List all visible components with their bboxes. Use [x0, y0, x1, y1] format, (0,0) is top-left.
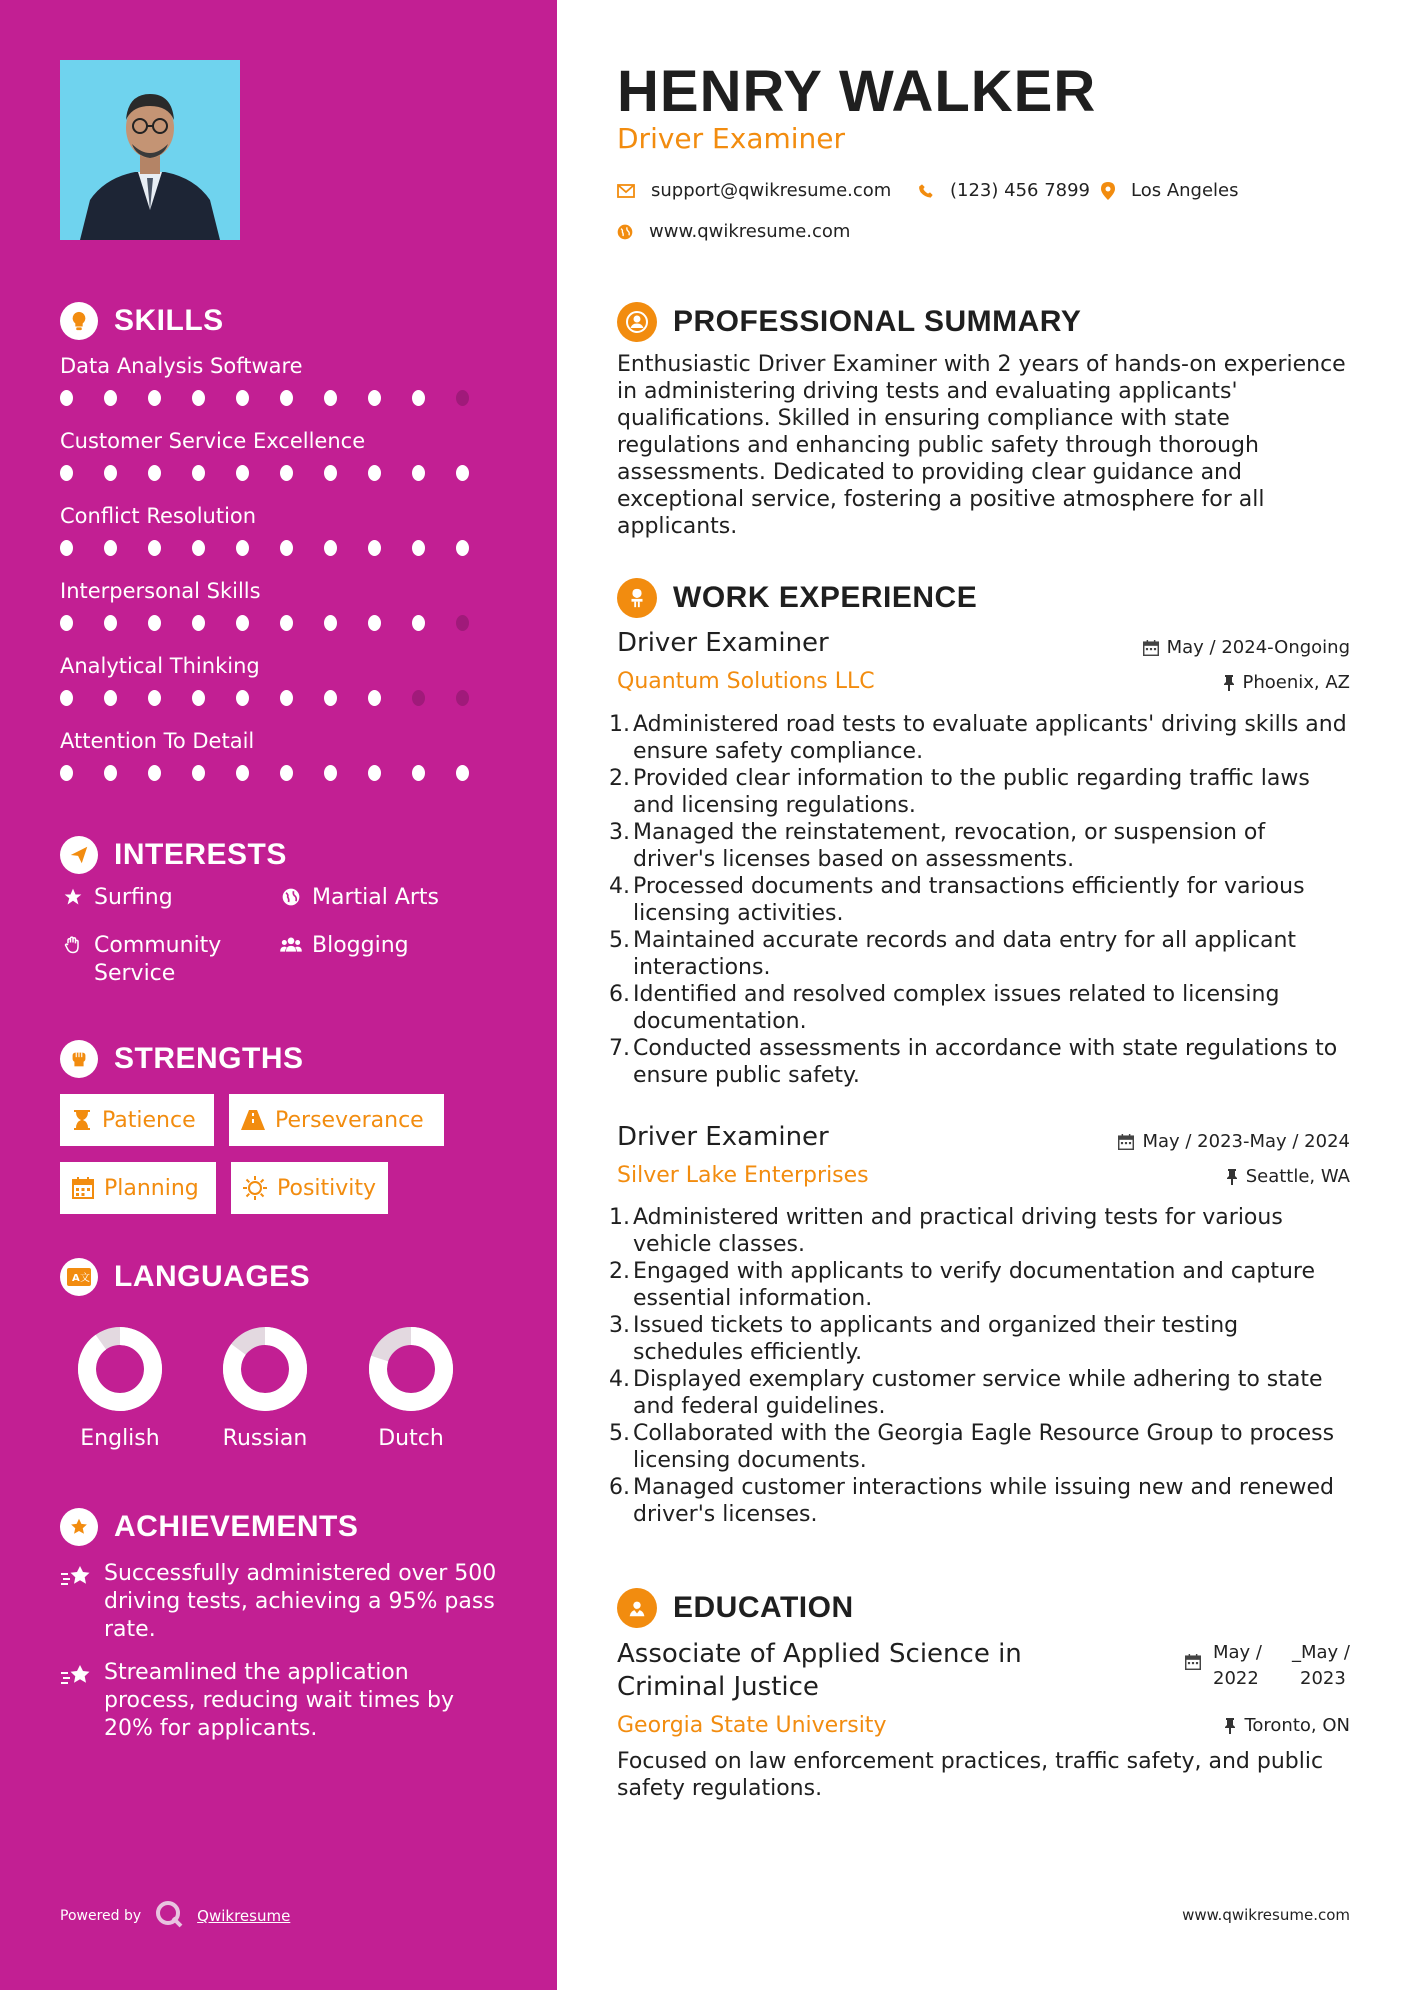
language-donut: [368, 1326, 454, 1412]
language-item: [60, 1326, 180, 1451]
list-text: Issued tickets to applicants and organized their testing schedules efficiently.: [633, 1313, 1239, 1365]
users-icon: [278, 932, 304, 955]
list-item: [609, 1035, 1350, 1089]
rating-dot: [456, 615, 469, 631]
rating-dot: [104, 540, 117, 556]
list-item: [609, 981, 1350, 1035]
list-item: [609, 765, 1350, 819]
location-text: Los Angeles: [1131, 180, 1239, 201]
rating-dot: [60, 690, 73, 706]
list-item: [609, 819, 1350, 873]
list-text: Administered road tests to evaluate applicants' driving skills and ensure safety compliance.: [633, 712, 1347, 764]
list-number: 3.: [609, 820, 630, 845]
job-dates: [1143, 637, 1350, 658]
language-donut: [77, 1326, 163, 1412]
rating-dot: [412, 390, 425, 406]
interest-label: Community Service: [94, 933, 222, 986]
calendar-icon: [72, 1177, 94, 1199]
achievement-item: [60, 1659, 500, 1743]
rating-dot: [280, 390, 293, 406]
rating-dot: [412, 690, 425, 706]
medal-star-icon: [60, 1508, 98, 1546]
list-item: [609, 1366, 1350, 1420]
interest-label: Surfing: [94, 885, 173, 910]
list-text: Maintained accurate records and data entry for all applicant interactions.: [633, 928, 1297, 980]
job-title: Driver Examiner: [617, 1122, 829, 1152]
rating-dot: [324, 540, 337, 556]
skill-item: [60, 729, 500, 781]
list-text: Displayed exemplary customer service while adhering to state and federal guidelines.: [633, 1367, 1323, 1419]
list-number: 6.: [609, 1475, 630, 1500]
list-text: Conducted assessments in accordance with state regulations to ensure public safety.: [633, 1036, 1338, 1088]
globe-icon: [278, 884, 304, 907]
rating-dot: [148, 465, 161, 481]
skill-name: Interpersonal Skills: [60, 579, 261, 603]
list-number: 4.: [609, 1367, 630, 1392]
rating-dot: [236, 765, 249, 781]
rating-dot: [324, 765, 337, 781]
achievement-text: Streamlined the application process, reducing wait times by 20% for applicants.: [104, 1660, 454, 1741]
education-heading: [617, 1588, 854, 1628]
language-name: Dutch: [378, 1426, 444, 1451]
globe-icon: [617, 224, 633, 240]
lightbulb-icon: [60, 302, 98, 340]
candidate-role: Driver Examiner: [617, 122, 846, 155]
rating-dot: [456, 465, 469, 481]
star-icon: [60, 884, 86, 907]
company-name: Quantum Solutions LLC: [617, 669, 875, 694]
list-text: Engaged with applicants to verify documentation and capture essential information.: [633, 1259, 1316, 1311]
phone-text: (123) 456 7899: [950, 180, 1091, 201]
languages-title: LANGUAGES: [114, 1260, 311, 1293]
education-end: [1292, 1640, 1350, 1692]
list-item: [609, 1420, 1350, 1474]
rating-dot: [280, 465, 293, 481]
skill-name: Customer Service Excellence: [60, 429, 366, 453]
rating-dot: [192, 390, 205, 406]
rating-dot: [148, 765, 161, 781]
calendar-icon: [1118, 1134, 1134, 1150]
qwikresume-logo-icon: [155, 1900, 183, 1932]
rating-dot: [456, 690, 469, 706]
education-dates: [1185, 1640, 1350, 1692]
list-text: Provided clear information to the public regarding traffic laws and licensing regulations.: [633, 766, 1310, 818]
experience-heading: [617, 578, 977, 618]
education-location-text: Toronto, ON: [1244, 1715, 1350, 1736]
strength-tag-positivity: [231, 1162, 388, 1214]
hand-icon: [60, 932, 86, 955]
interests-title: INTERESTS: [114, 838, 287, 871]
achievements-title: ACHIEVEMENTS: [114, 1510, 359, 1543]
degree-line: Criminal Justice: [617, 1672, 819, 1702]
skills-heading: [60, 302, 224, 340]
rating-dot: [324, 465, 337, 481]
degree-line: Associate of Applied Science in: [617, 1639, 1022, 1669]
skill-rating: [60, 765, 500, 781]
contact-email[interactable]: [617, 180, 891, 201]
skill-rating: [60, 390, 500, 406]
rating-dot: [368, 690, 381, 706]
rating-dot: [192, 690, 205, 706]
sidebar: [0, 0, 557, 1990]
interests-heading: [60, 836, 287, 874]
phone-icon: [918, 183, 934, 199]
rating-dot: [324, 690, 337, 706]
education-text: Focused on law enforcement practices, traffic safety, and public safety regulations.: [617, 1749, 1324, 1801]
envelope-icon: [617, 184, 635, 198]
company-name: Silver Lake Enterprises: [617, 1163, 869, 1188]
rating-dot: [60, 465, 73, 481]
rating-dot: [236, 615, 249, 631]
profile-photo: [60, 60, 240, 240]
rating-dot: [148, 690, 161, 706]
contact-phone[interactable]: [918, 180, 1090, 201]
list-text: Managed customer interactions while issuing new and renewed driver's licenses.: [633, 1475, 1334, 1527]
list-text: Administered written and practical driving tests for various vehicle classes.: [633, 1205, 1283, 1257]
rating-dot: [280, 690, 293, 706]
rating-dot: [324, 615, 337, 631]
list-number: 4.: [609, 874, 630, 899]
list-text: Identified and resolved complex issues related to licensing documentation.: [633, 982, 1280, 1034]
rating-dot: [236, 390, 249, 406]
shooting-star-icon: [60, 1659, 92, 1743]
rating-dot: [192, 540, 205, 556]
footer-url[interactable]: www.qwikresume.com: [1182, 1906, 1350, 1924]
language-name: Russian: [222, 1426, 308, 1451]
skill-rating: [60, 690, 500, 706]
skill-rating: [60, 540, 500, 556]
rating-dot: [192, 765, 205, 781]
rating-dot: [280, 540, 293, 556]
rating-dot: [192, 615, 205, 631]
education-start-line: May /: [1213, 1642, 1262, 1663]
rating-dot: [456, 540, 469, 556]
rating-dot: [456, 765, 469, 781]
rating-dot: [236, 465, 249, 481]
rating-dot: [280, 615, 293, 631]
interest-item-martial-arts: [278, 884, 439, 912]
interest-item-community-service: [60, 932, 260, 988]
experience-title: WORK EXPERIENCE: [673, 581, 978, 614]
rating-dot: [104, 615, 117, 631]
website-text: www.qwikresume.com: [649, 221, 851, 242]
job-dates-text: May / 2024-Ongoing: [1166, 637, 1350, 658]
rating-dot: [236, 540, 249, 556]
rating-dot: [104, 465, 117, 481]
rating-dot: [148, 540, 161, 556]
languages-heading: [60, 1258, 310, 1296]
education-end-line: _May /: [1292, 1642, 1350, 1663]
skill-item: [60, 429, 500, 481]
strengths-heading: [60, 1040, 304, 1078]
education-end-line: 2023: [1300, 1668, 1346, 1689]
list-number: 5.: [609, 928, 630, 953]
skill-name: Conflict Resolution: [60, 504, 257, 528]
interest-label: Blogging: [312, 933, 409, 958]
powered-by-label: Powered by: [60, 1908, 142, 1924]
list-item: [609, 1474, 1350, 1528]
email-text: support@qwikresume.com: [651, 180, 892, 201]
rating-dot: [236, 690, 249, 706]
language-name: English: [80, 1426, 160, 1451]
achievement-text: Successfully administered over 500 driving tests, achieving a 95% pass rate.: [104, 1561, 497, 1642]
rating-dot: [368, 765, 381, 781]
job-title: Driver Examiner: [617, 628, 829, 658]
skill-item: [60, 504, 500, 556]
rating-dot: [368, 615, 381, 631]
list-number: 5.: [609, 1421, 630, 1446]
interest-label: Martial Arts: [312, 885, 440, 910]
strength-label: Perseverance: [275, 1107, 424, 1133]
paper-plane-icon: [60, 836, 98, 874]
language-item: [205, 1326, 325, 1451]
rating-dot: [60, 390, 73, 406]
sun-icon: [243, 1176, 267, 1200]
skill-rating: [60, 465, 500, 481]
strength-label: Positivity: [277, 1175, 377, 1201]
summary-title: PROFESSIONAL SUMMARY: [673, 305, 1082, 338]
education-location: [1224, 1715, 1350, 1736]
strength-tag-perseverance: [229, 1094, 444, 1146]
job-location: [1226, 1166, 1350, 1187]
skill-item: [60, 654, 500, 706]
rating-dot: [192, 465, 205, 481]
contact-website[interactable]: [617, 221, 850, 242]
school-name: Georgia State University: [617, 1713, 887, 1738]
svg-text:文: 文: [80, 1273, 90, 1284]
pushpin-icon: [1226, 1169, 1238, 1185]
rating-dot: [456, 390, 469, 406]
list-number: 7.: [609, 1036, 630, 1061]
rating-dot: [104, 390, 117, 406]
candidate-name: HENRY WALKER: [617, 59, 1097, 124]
skill-item: [60, 354, 500, 406]
rating-dot: [148, 390, 161, 406]
skill-name: Analytical Thinking: [60, 654, 260, 678]
rating-dot: [368, 390, 381, 406]
rating-dot: [148, 615, 161, 631]
language-item: [351, 1326, 471, 1451]
summary-text: Enthusiastic Driver Examiner with 2 years of hands-on experience in administering driving tests and evaluating applicants' qualifications. Skilled in ensuring compliance with state regulations and enhancing public safety through thorough assessments. Dedicated to providing clear guidance and exceptional service, fostering a positive atmosphere for all applicants.: [617, 352, 1346, 539]
rating-dot: [368, 465, 381, 481]
pushpin-icon: [1224, 1718, 1236, 1734]
list-item: [609, 1204, 1350, 1258]
list-item: [609, 927, 1350, 981]
list-text: Processed documents and transactions efficiently for various licensing activities.: [633, 874, 1305, 926]
graduation-icon: [617, 1588, 657, 1628]
language-donut: [222, 1326, 308, 1412]
road-icon: [241, 1110, 265, 1130]
skill-name: Data Analysis Software: [60, 354, 303, 378]
list-number: 2.: [609, 766, 630, 791]
list-text: Collaborated with the Georgia Eagle Resource Group to process licensing documents.: [633, 1421, 1335, 1473]
list-item: [609, 711, 1350, 765]
degree-title: [617, 1638, 1022, 1704]
user-icon: [617, 302, 657, 342]
list-text: Managed the reinstatement, revocation, or suspension of driver's licenses based on assessments.: [633, 820, 1266, 872]
rating-dot: [324, 390, 337, 406]
briefcase-icon: [617, 578, 657, 618]
job-dates-text: May / 2023-May / 2024: [1142, 1131, 1350, 1152]
strength-tag-patience: [60, 1094, 214, 1146]
rating-dot: [104, 690, 117, 706]
fist-icon: [60, 1040, 98, 1078]
rating-dot: [412, 765, 425, 781]
skill-item: [60, 579, 500, 631]
list-number: 6.: [609, 982, 630, 1007]
rating-dot: [60, 540, 73, 556]
job-bullets: [609, 1204, 1350, 1528]
powered-by: [60, 1900, 290, 1932]
rating-dot: [60, 765, 73, 781]
job-location: [1223, 672, 1351, 693]
list-number: 2.: [609, 1259, 630, 1284]
list-number: 1.: [609, 1205, 630, 1230]
skill-rating: [60, 615, 500, 631]
list-item: [609, 1258, 1350, 1312]
interest-item-surfing: [60, 884, 173, 912]
rating-dot: [412, 540, 425, 556]
summary-heading: [617, 302, 1081, 342]
job-location-text: Seattle, WA: [1245, 1166, 1350, 1187]
interest-item-blogging: [278, 932, 409, 960]
calendar-icon: [1185, 1654, 1201, 1670]
hourglass-icon: [72, 1109, 92, 1131]
rating-dot: [104, 765, 117, 781]
qwikresume-link[interactable]: Qwikresume: [197, 1907, 291, 1925]
calendar-icon: [1143, 640, 1159, 656]
donut-fill: [87, 1336, 153, 1402]
job-dates: [1118, 1131, 1350, 1152]
achievement-item: [60, 1560, 500, 1644]
strengths-title: STRENGTHS: [114, 1042, 304, 1075]
rating-dot: [368, 540, 381, 556]
list-item: [609, 873, 1350, 927]
rating-dot: [280, 765, 293, 781]
achievements-heading: [60, 1508, 358, 1546]
education-start: [1213, 1640, 1262, 1692]
strength-label: Planning: [104, 1175, 199, 1201]
shooting-star-icon: [60, 1560, 92, 1644]
education-start-line: 2022: [1213, 1668, 1259, 1689]
education-title: EDUCATION: [673, 1591, 854, 1624]
job-location-text: Phoenix, AZ: [1242, 672, 1350, 693]
list-item: [609, 1312, 1350, 1366]
map-marker-icon: [1101, 182, 1115, 200]
skill-name: Attention To Detail: [60, 729, 255, 753]
translate-icon: [60, 1258, 98, 1296]
skills-title: SKILLS: [114, 304, 224, 337]
pushpin-icon: [1223, 675, 1235, 691]
job-bullets: [609, 711, 1350, 1089]
strength-tag-planning: [60, 1162, 216, 1214]
rating-dot: [60, 615, 73, 631]
rating-dot: [412, 465, 425, 481]
svg-text:A: A: [72, 1273, 80, 1284]
contact-location: [1101, 180, 1239, 201]
list-number: 1.: [609, 712, 630, 737]
rating-dot: [412, 615, 425, 631]
strength-label: Patience: [102, 1107, 196, 1133]
list-number: 3.: [609, 1313, 630, 1338]
